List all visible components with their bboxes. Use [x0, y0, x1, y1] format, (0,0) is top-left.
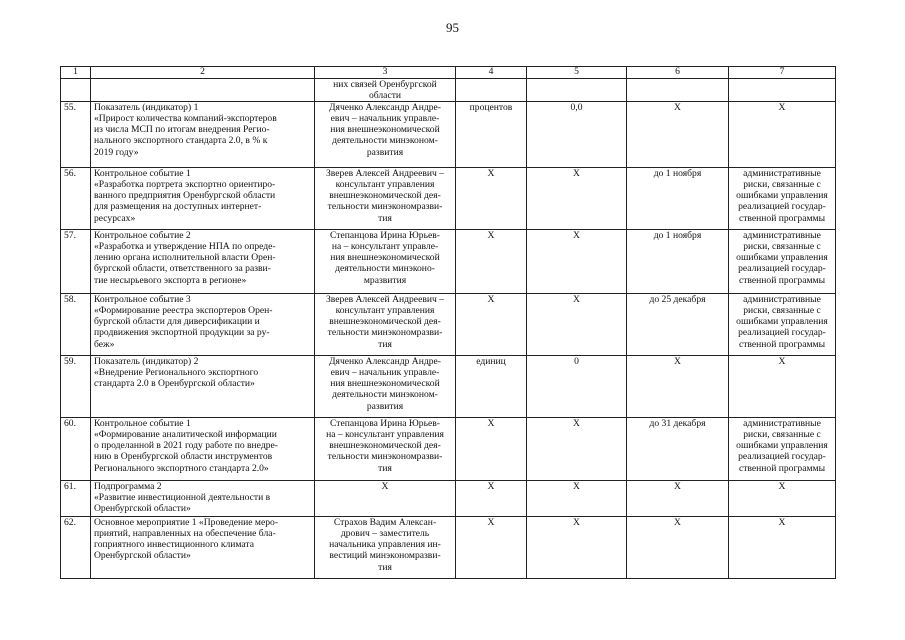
responsible-line: тельности минэкономразви-: [327, 327, 443, 339]
responsible-line: тия: [378, 462, 392, 474]
risks-line: реализацией государ-: [738, 201, 826, 213]
event-line: нию в Оренбургской области инструментов: [94, 451, 273, 463]
event-line: стандарта 2.0 в Оренбургской области»: [94, 378, 255, 390]
event-cell: [91, 294, 315, 356]
deadline-cell: X: [627, 481, 729, 517]
value-cell: X: [527, 168, 627, 230]
risks-line: риски, связанные с: [743, 241, 821, 253]
unit-cell: X: [456, 294, 527, 356]
event-line: «Разработка и утверждение НПА по опреде-: [94, 241, 276, 253]
responsible-line: деятельности минэконо-: [335, 263, 435, 275]
responsible-line: развития: [366, 146, 404, 158]
column-number: 5: [527, 67, 627, 79]
risks-line: административные: [743, 168, 821, 180]
unit-cell: [456, 79, 527, 102]
responsible-line: внешнеэкономической дея-: [329, 190, 441, 202]
responsible-line: внешнеэкономической дея-: [329, 316, 441, 328]
risks-line: реализацией государ-: [738, 263, 826, 275]
column-number: 2: [91, 67, 315, 79]
responsible-line: на – консультант управления: [326, 429, 444, 441]
responsible-cell: [315, 230, 456, 294]
event-line: «Формирование аналитической информации: [94, 429, 277, 441]
value-cell: X: [527, 517, 627, 579]
responsible-line: дрович – заместитель: [340, 528, 430, 540]
risks-line: реализацией государ-: [738, 327, 826, 339]
event-line: «Разработка портрета экспортно ориентиро-: [94, 179, 276, 191]
event-line: приятий, направленных на обеспечение бла-: [94, 528, 276, 540]
responsible-line: Степанцова Ирина Юрьев-: [330, 230, 440, 242]
plan-table: [60, 66, 836, 579]
table-row: [61, 168, 836, 230]
event-line: продвижения экспортной продукции за ру-: [94, 327, 270, 339]
column-number: 4: [456, 67, 527, 79]
deadline-cell: до 1 ноября: [627, 168, 729, 230]
row-number-cell: [61, 79, 91, 102]
risks-line: ственной программы: [738, 212, 826, 224]
table-row: [61, 517, 836, 579]
row-number: 59.: [61, 356, 91, 418]
risks-line: ошибками управления: [736, 316, 828, 328]
risks-line: риски, связанные с: [743, 429, 821, 441]
unit-cell: процентов: [456, 102, 527, 168]
responsible-line: начальника управления ин-: [329, 539, 441, 551]
unit-cell: X: [456, 418, 527, 481]
risks-line: административные: [743, 230, 821, 242]
responsible-line: Дяченко Александр Андре-: [329, 102, 441, 114]
event-line: Основное мероприятие 1 «Проведение меро-: [94, 517, 279, 529]
responsible-line: развития: [366, 400, 404, 412]
event-line: нального экспортного стандарта 2.0, в % к: [94, 135, 268, 147]
event-line: ресурсах»: [94, 212, 136, 224]
responsible-line: Степанцова Ирина Юрьев-: [330, 418, 440, 430]
responsible-line: Зверев Алексей Андреевич –: [325, 168, 445, 180]
responsible-cell: [315, 168, 456, 230]
risks-line: ственной программы: [738, 462, 826, 474]
responsible-cell: [315, 418, 456, 481]
responsible-line: деятельности минэконом-: [332, 135, 438, 147]
risks-cell: [729, 517, 836, 579]
event-line: 2019 году»: [94, 146, 139, 158]
responsible-cell: [315, 294, 456, 356]
event-line: Оренбургской области»: [94, 503, 191, 515]
risks-cell: [729, 102, 836, 168]
unit-cell: единиц: [456, 356, 527, 418]
event-line: лению органа исполнительной власти Орен-: [94, 252, 276, 264]
unit-cell: X: [456, 517, 527, 579]
responsible-line: тия: [378, 338, 392, 350]
event-line: Подпрограмма 2: [94, 481, 162, 493]
event-cell: [91, 356, 315, 418]
responsible-cell: [315, 79, 456, 102]
responsible-line: области: [368, 90, 402, 102]
deadline-cell: X: [627, 102, 729, 168]
event-line: гоприятного инвестиционного климата: [94, 539, 254, 551]
event-line: о проделанной в 2021 году работе по внедре-: [94, 440, 278, 452]
responsible-line: ния внешнеэкономической: [330, 378, 440, 390]
risks-line: риски, связанные с: [743, 305, 821, 317]
event-line: ванного предприятия Оренбургской области: [94, 190, 276, 202]
event-line: беж»: [94, 338, 115, 350]
responsible-cell: [315, 481, 456, 517]
risks-cell: [729, 294, 836, 356]
column-number: 6: [627, 67, 729, 79]
event-line: из числа МСП по итогам внедрения Регио-: [94, 124, 270, 136]
event-cell: [91, 418, 315, 481]
deadline-cell: до 1 ноября: [627, 230, 729, 294]
value-cell: X: [527, 418, 627, 481]
event-cell: [91, 517, 315, 579]
column-number: 1: [61, 67, 91, 79]
responsible-cell: [315, 517, 456, 579]
responsible-line: Страхов Вадим Алексан-: [333, 517, 437, 529]
value-cell: X: [527, 230, 627, 294]
event-cell: [91, 168, 315, 230]
value-cell: [527, 79, 627, 102]
risks-cell: [729, 230, 836, 294]
responsible-line: евич – начальник управле-: [330, 367, 440, 379]
table-row: [61, 481, 836, 517]
event-line: Контрольное событие 1: [94, 418, 191, 430]
event-cell: [91, 102, 315, 168]
event-cell: [91, 79, 315, 102]
unit-cell: X: [456, 168, 527, 230]
event-line: Показатель (индикатор) 2: [94, 356, 199, 368]
column-number: 3: [315, 67, 456, 79]
row-number: 57.: [61, 230, 91, 294]
event-line: бургской области для диверсификации и: [94, 316, 260, 328]
column-number: 7: [729, 67, 836, 79]
unit-cell: X: [456, 230, 527, 294]
table-row: [61, 294, 836, 356]
risks-line: X: [778, 481, 786, 493]
event-line: бургской области, ответственного за разви-: [94, 263, 271, 275]
risks-line: административные: [743, 294, 821, 306]
value-cell: 0: [527, 356, 627, 418]
risks-line: X: [778, 356, 786, 368]
event-cell: [91, 230, 315, 294]
responsible-line: евич – начальник управле-: [330, 113, 440, 125]
row-number: 61.: [61, 481, 91, 517]
event-line: Оренбургской области»: [94, 550, 191, 562]
responsible-line: консультант управления: [335, 179, 435, 191]
value-cell: 0,0: [527, 102, 627, 168]
responsible-cell: [315, 102, 456, 168]
risks-line: X: [778, 102, 786, 114]
table-row: [61, 230, 836, 294]
risks-line: ошибками управления: [736, 252, 828, 264]
responsible-line: тия: [378, 561, 392, 573]
responsible-line: тельности минэкономразви-: [327, 451, 443, 463]
responsible-line: них связей Оренбургской: [333, 79, 437, 90]
risks-cell: [729, 481, 836, 517]
unit-cell: X: [456, 481, 527, 517]
event-line: для размещения на доступных интернет-: [94, 201, 262, 213]
event-line: Показатель (индикатор) 1: [94, 102, 199, 114]
risks-line: ственной программы: [738, 338, 826, 350]
row-number: 62.: [61, 517, 91, 579]
risks-cell: [729, 168, 836, 230]
event-line: Регионального экспортного стандарта 2.0»: [94, 462, 269, 474]
responsible-line: деятельности минэконом-: [332, 389, 438, 401]
responsible-line: на – консультант управле-: [331, 241, 439, 253]
responsible-line: тельности минэкономразви-: [327, 201, 443, 213]
table-row-continuation: [61, 79, 836, 102]
column-number-row: [61, 67, 836, 79]
row-number: 56.: [61, 168, 91, 230]
responsible-line: внешнеэкономической дея-: [329, 440, 441, 452]
table-row: [61, 418, 836, 481]
responsible-line: Дяченко Александр Андре-: [329, 356, 441, 368]
event-line: «Формирование реестра экспортеров Орен-: [94, 305, 273, 317]
row-number: 60.: [61, 418, 91, 481]
value-cell: X: [527, 294, 627, 356]
risks-cell: [729, 79, 836, 102]
risks-line: риски, связанные с: [743, 179, 821, 191]
responsible-line: Зверев Алексей Андреевич –: [325, 294, 445, 306]
risks-cell: [729, 418, 836, 481]
deadline-cell: [627, 79, 729, 102]
responsible-line: ния внешнеэкономической: [330, 252, 440, 264]
event-line: «Внедрение Регионального экспортного: [94, 367, 259, 379]
responsible-line: вестиций минэкономразви-: [329, 550, 441, 562]
risks-line: реализацией государ-: [738, 451, 826, 463]
risks-line: ственной программы: [738, 274, 826, 286]
risks-cell: [729, 356, 836, 418]
table-row: [61, 102, 836, 168]
deadline-cell: до 25 декабря: [627, 294, 729, 356]
responsible-line: мразвития: [363, 274, 407, 286]
responsible-cell: [315, 356, 456, 418]
responsible-line: тия: [378, 212, 392, 224]
responsible-line: X: [381, 481, 389, 493]
table-row: [61, 356, 836, 418]
responsible-line: консультант управления: [335, 305, 435, 317]
event-line: Контрольное событие 2: [94, 230, 191, 242]
page-number: 95: [446, 20, 459, 35]
row-number: 55.: [61, 102, 91, 168]
event-cell: [91, 481, 315, 517]
risks-line: административные: [743, 418, 821, 430]
row-number: 58.: [61, 294, 91, 356]
event-line: Контрольное событие 1: [94, 168, 191, 180]
deadline-cell: X: [627, 517, 729, 579]
event-line: «Развитие инвестиционной деятельности в: [94, 492, 271, 504]
event-line: «Прирост количества компаний-экспортеров: [94, 113, 277, 125]
deadline-cell: X: [627, 356, 729, 418]
risks-line: ошибками управления: [736, 190, 828, 202]
value-cell: X: [527, 481, 627, 517]
risks-line: ошибками управления: [736, 440, 828, 452]
event-line: тие несырьевого экспорта в регионе»: [94, 274, 247, 286]
event-line: Контрольное событие 3: [94, 294, 191, 306]
responsible-line: ния внешнеэкономической: [330, 124, 440, 136]
risks-line: X: [778, 517, 786, 529]
deadline-cell: до 31 декабря: [627, 418, 729, 481]
